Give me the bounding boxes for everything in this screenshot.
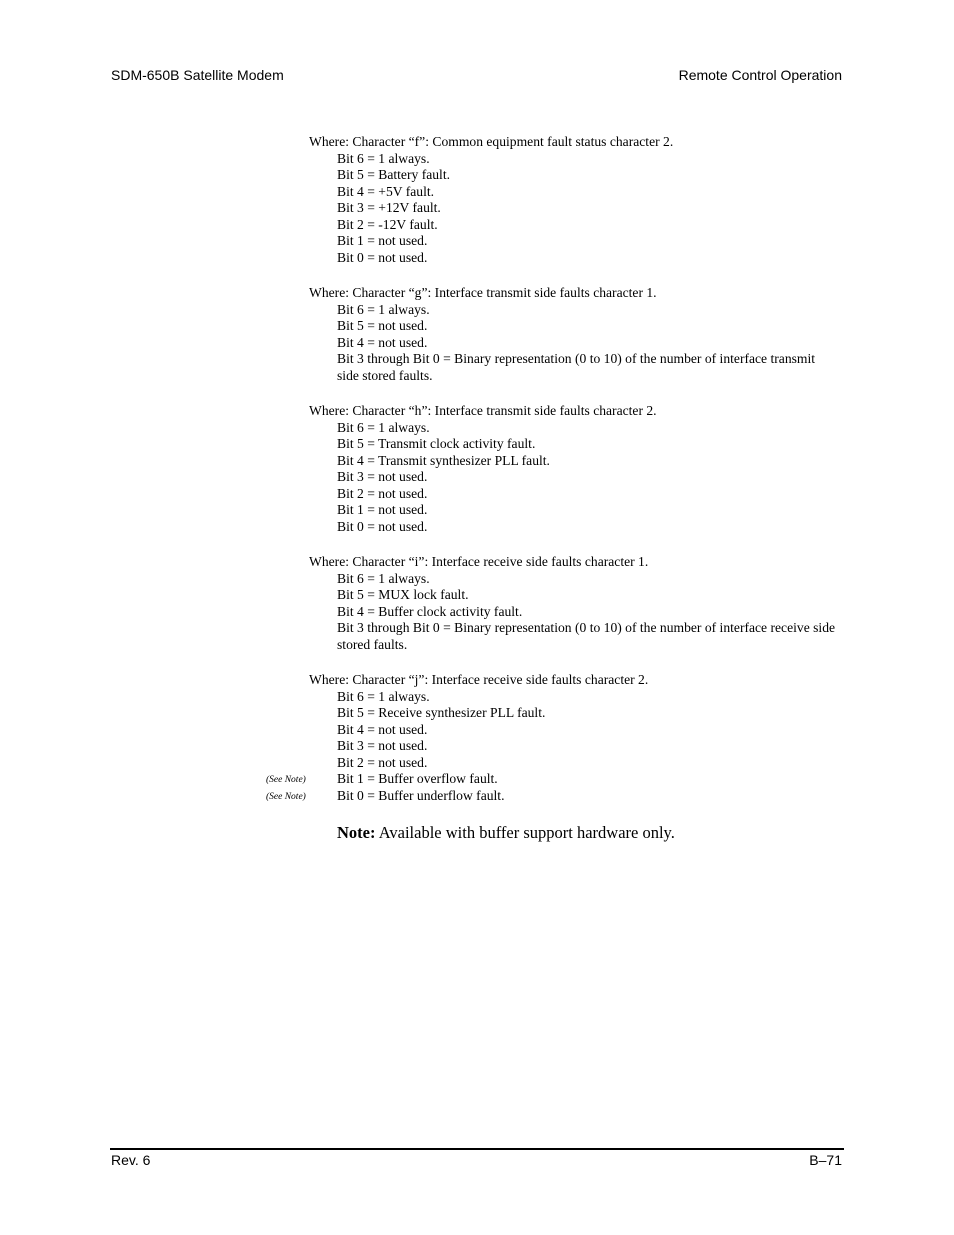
bit-line: Bit 4 = not used. xyxy=(337,721,428,737)
document-body xyxy=(0,134,954,823)
bit-line: Bit 4 = Transmit synthesizer PLL fault. xyxy=(337,452,550,468)
section-char-h xyxy=(0,403,954,535)
bit-line: Bit 5 = Transmit clock activity fault. xyxy=(337,436,536,451)
bit-line: Bit 6 = 1 always. xyxy=(337,688,430,704)
where-line: Where: Character “f”: Common equipment fault status character 2. xyxy=(309,134,674,149)
bit-text: Bit 1 = Buffer overflow fault. xyxy=(337,771,498,786)
bit-line: Bit 2 = not used. xyxy=(337,485,428,501)
where-line: Where: Character “i”: Interface receive side faults character 1. xyxy=(309,554,649,569)
bit-line: Bit 1 = not used. xyxy=(337,233,428,248)
header-section: Remote Control Operation xyxy=(678,67,842,83)
bit-line: Bit 6 = 1 always. xyxy=(337,570,430,586)
bit-line: Bit 3 = not used. xyxy=(337,738,428,753)
bit-line: Bit 0 = not used. xyxy=(337,518,428,534)
bit-line: Bit 5 = Receive synthesizer PLL fault. xyxy=(337,705,546,720)
header-title: SDM-650B Satellite Modem xyxy=(111,67,284,83)
bit-line: Bit 3 = +12V fault. xyxy=(337,200,441,215)
bit-line-noted xyxy=(0,771,954,788)
section-char-i xyxy=(0,554,954,653)
bit-line: Bit 4 = not used. xyxy=(337,334,428,350)
where-line: Where: Character “g”: Interface transmit side faults character 1. xyxy=(309,285,657,300)
bit-line: Bit 1 = not used. xyxy=(337,502,428,517)
section-char-g xyxy=(0,285,954,384)
footer-divider xyxy=(110,1148,844,1150)
bit-line-noted xyxy=(0,788,954,805)
where-line: Where: Character “h”: Interface transmit side faults character 2. xyxy=(309,403,657,418)
bit-line: Bit 2 = -12V fault. xyxy=(337,216,438,232)
section-char-j xyxy=(0,672,954,804)
note-text: Available with buffer support hardware only. xyxy=(375,823,675,842)
bit-line: Bit 4 = Buffer clock activity fault. xyxy=(337,603,523,619)
footer-page-number: B–71 xyxy=(809,1152,842,1168)
bit-line: Bit 6 = 1 always. xyxy=(337,150,430,166)
footer-revision: Rev. 6 xyxy=(111,1152,151,1168)
bit-line-wrapped: Bit 3 through Bit 0 = Binary representation (0 to 10) of the number of interface receive side stored faults. xyxy=(337,620,836,652)
bit-line: Bit 6 = 1 always. xyxy=(337,419,430,435)
see-note-marker: (See Note) xyxy=(266,775,306,785)
bit-line: Bit 0 = not used. xyxy=(337,249,428,265)
where-line: Where: Character “j”: Interface receive side faults character 2. xyxy=(309,672,649,687)
bit-line: Bit 2 = not used. xyxy=(337,754,428,770)
bit-line: Bit 6 = 1 always. xyxy=(337,301,430,317)
note-label: Note: xyxy=(337,823,376,842)
bit-line: Bit 3 = not used. xyxy=(337,469,428,484)
bit-line: Bit 4 = +5V fault. xyxy=(337,183,435,199)
bit-line: Bit 5 = not used. xyxy=(337,318,428,333)
bit-line: Bit 5 = Battery fault. xyxy=(337,167,450,182)
bit-line-wrapped: Bit 3 through Bit 0 = Binary representation (0 to 10) of the number of interface transmit side stored faults. xyxy=(337,351,816,383)
bit-line: Bit 5 = MUX lock fault. xyxy=(337,587,469,602)
footnote xyxy=(337,822,675,844)
section-char-f xyxy=(0,134,954,266)
bit-text: Bit 0 = Buffer underflow fault. xyxy=(337,787,505,803)
see-note-marker: (See Note) xyxy=(266,791,306,802)
